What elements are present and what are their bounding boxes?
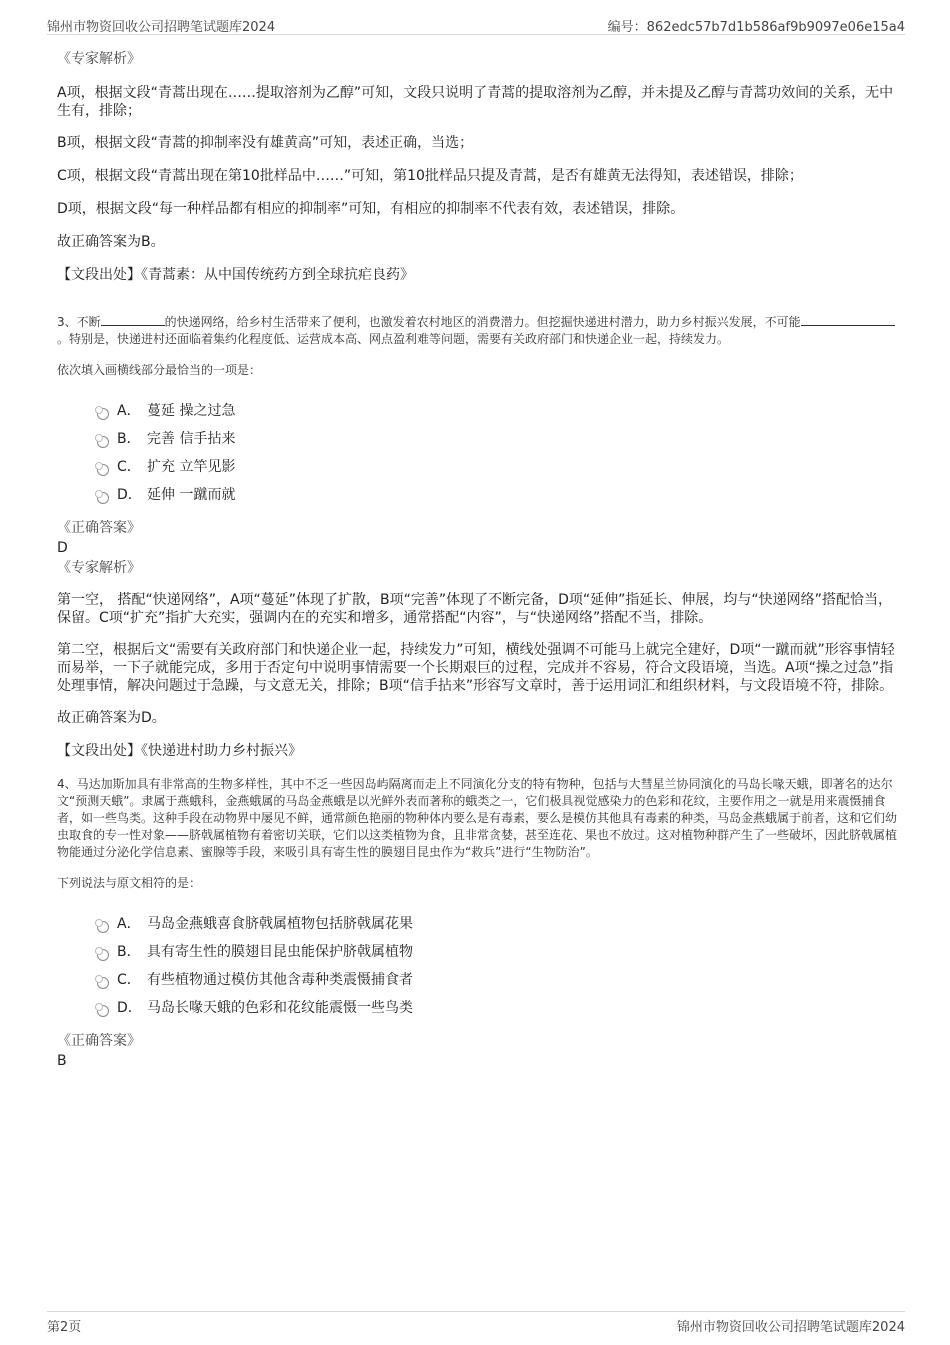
radio-button[interactable] (97, 492, 109, 504)
radio-button[interactable] (97, 977, 109, 989)
page-content (57, 44, 897, 1070)
q3-conclusion: 故正确答案为D。 (57, 710, 166, 726)
q3-analysis-label: 《专家解析》 (57, 560, 141, 576)
q2-analysis-label: 《专家解析》 (57, 51, 141, 67)
q3-answer-label: 《正确答案》 (57, 520, 141, 536)
radio-button[interactable] (97, 408, 109, 420)
q3-prompt: 依次填入画横线部分最恰当的一项是： (57, 363, 262, 377)
q4-option-c[interactable]: C． 有些植物通过模仿其他含毒种类震慑捕食者 (57, 966, 897, 994)
q4-option-a[interactable]: A． 马岛金燕蛾喜食脐戟属植物包括脐戟属花果 (57, 910, 897, 938)
radio-button[interactable] (97, 464, 109, 476)
radio-button[interactable] (97, 921, 109, 933)
q2-analysis-d: D项，根据文段“每一种样品都有相应的抑制率”可知，有相应的抑制率不代表有效，表述错误，排除。 (57, 201, 685, 217)
page-footer (47, 1311, 905, 1334)
q3-options (57, 397, 897, 509)
q4-answer-label: 《正确答案》 (57, 1033, 141, 1049)
q2-conclusion: 故正确答案为B。 (57, 234, 165, 250)
q2-analysis-c: C项，根据文段“青蒿出现在第10批样品中……”可知，第10批样品只提及青蒿，是否有雄黄无法得知，表述错误，排除； (57, 168, 803, 184)
q2-analysis-a: A项，根据文段“青蒿出现在……提取溶剂为乙醇”可知，文段只说明了青蒿的提取溶剂为乙醇，并未提及乙醇与青蒿功效间的关系，无中生有，排除； (57, 85, 894, 119)
q3-option-c[interactable]: C． 扩充 立竿见影 (57, 453, 897, 481)
q4-answer: B (57, 1053, 67, 1069)
q3-source: 【文段出处】《快递进村助力乡村振兴》 (57, 743, 302, 759)
q4-option-b[interactable]: B． 具有寄生性的膜翅目昆虫能保护脐戟属植物 (57, 938, 897, 966)
q4-options (57, 910, 897, 1022)
page-number: 第2页 (47, 1320, 82, 1335)
header-title: 锦州市物资回收公司招聘笔试题库2024 (47, 20, 276, 35)
q3-option-a[interactable]: A． 蔓延 操之过急 (57, 397, 897, 425)
q4-option-d[interactable]: D． 马岛长喙天蛾的色彩和花纹能震慑一些鸟类 (57, 994, 897, 1022)
page-header (47, 14, 905, 35)
q3-analysis-1: 第一空， 搭配“快递网络”，A项“蔓延”体现了扩散，B项“完善”体现了不断完备，D项“延伸”指延长、伸展，均与“快递网络”搭配恰当，保留。C项“扩充”指扩大充实，强调内在的充实和增多，通常搭配“内容”，与“快递网络”搭配不当，排除。 (57, 592, 892, 626)
q3-answer: D (57, 540, 68, 556)
q4-stem: 4、马达加斯加具有非常高的生物多样性，其中不乏一些因岛屿隔离而走上不同演化分支的特有物种，包括与大彗星兰协同演化的马岛长喙天蛾，即著名的达尔文“预测天蛾”。隶属于燕蛾科，金燕蛾属的马岛金燕蛾是以光鲜外表而著称的蛾类之一，它们极具视觉感染力的色彩和花纹，主要作用之一就是用来震慑捕食者，如一些鸟类。这种手段在动物界中屡见不鲜，通常颜色艳丽的物种体内要么是有毒素，要么是模仿其他具有毒素的种类，马岛金燕蛾属于前者，这和它们幼虫取食的专一性对象——脐戟属植物有着密切关联，它们以这类植物为食，且非常贪婪，甚至连花、果也不放过。这对植物种群产生了一些破坏，因此脐戟属植物能通过分泌化学信息素、蜜腺等手段，来吸引具有寄生性的膜翅目昆虫作为“救兵”进行“生物防治”。 (57, 777, 898, 859)
blank-2 (801, 312, 895, 326)
header-doc-id: 编号：862edc57b7d1b586af9b9097e06e15a4 (607, 20, 905, 35)
radio-button[interactable] (97, 436, 109, 448)
q3-stem: 3、不断 的快递网络，给乡村生活带来了便利，也激发着农村地区的消费潜力。但挖掘快递进村潜力，助力乡村振兴发展，不可能。特别是，快递进村还面临着集约化程度低、运营成本高、网点盈利难等问题，需要有关政府部门和快递企业一起，持续发力。 (57, 312, 897, 348)
blank-1 (101, 312, 165, 326)
q2-analysis-b: B项，根据文段“青蒿的抑制率没有雄黄高”可知，表述正确，当选； (57, 135, 474, 151)
q3-option-d[interactable]: D． 延伸 一蹴而就 (57, 481, 897, 509)
q3-option-b[interactable]: B． 完善 信手拈来 (57, 425, 897, 453)
radio-button[interactable] (97, 1005, 109, 1017)
q3-analysis-2: 第二空，根据后文“需要有关政府部门和快递企业一起，持续发力”可知，横线处强调不可能马上就完全建好，D项“一蹴而就”形容事情轻而易举，一下子就能完成，多用于否定句中说明事情需要一个长期艰巨的过程，完成并不容易，符合文段语境，当选。A项“操之过急”指处理事情，解决问题过于急躁，与文意无关，排除；B项“信手拈来”形容写文章时，善于运用词汇和组织材料，与文段语境不符，排除。 (57, 642, 895, 694)
q4-prompt: 下列说法与原文相符的是： (57, 876, 202, 890)
radio-button[interactable] (97, 949, 109, 961)
q2-source: 【文段出处】《青蒿素：从中国传统药方到全球抗疟良药》 (57, 267, 414, 283)
footer-title: 锦州市物资回收公司招聘笔试题库2024 (676, 1320, 905, 1335)
